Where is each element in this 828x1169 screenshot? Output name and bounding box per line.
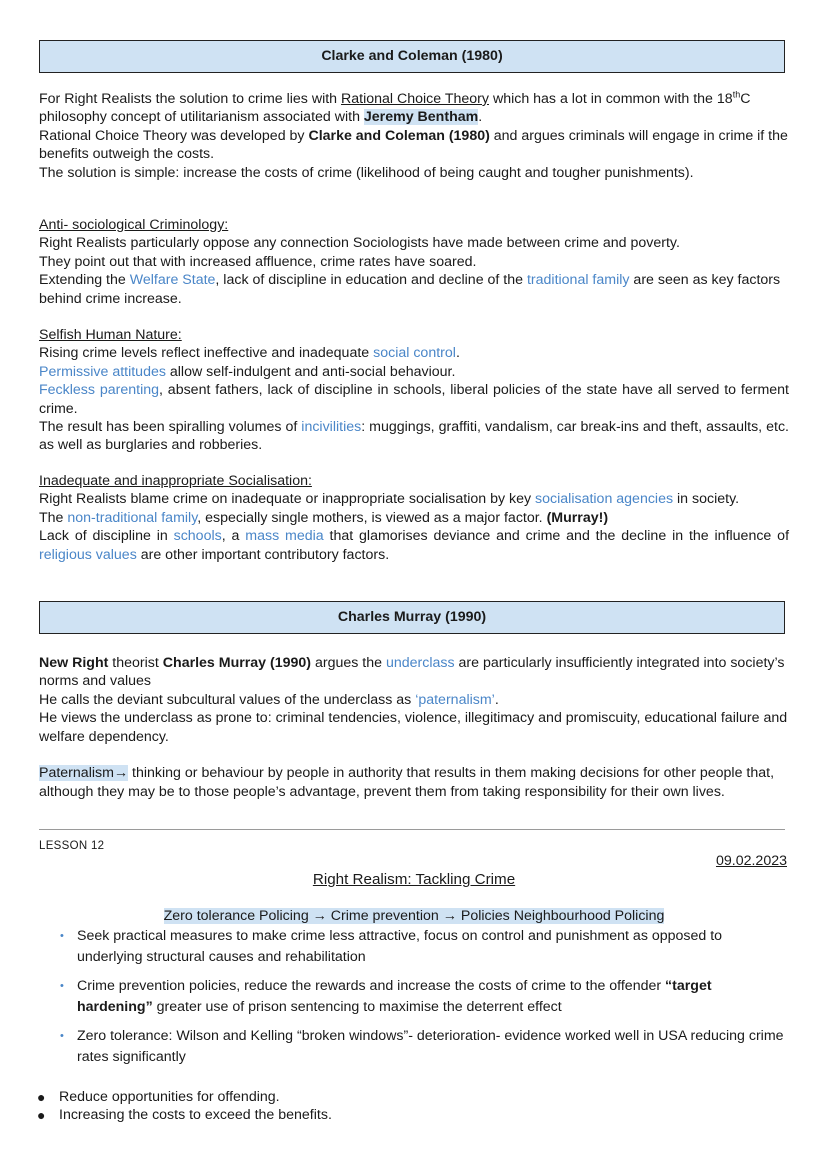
socialisation-section — [39, 472, 789, 564]
murray-line-2: He calls the deviant subcultural values of the underclass as ‘paternalism’. — [39, 691, 499, 708]
anti-sociological-heading: Anti- sociological Criminology: — [39, 217, 229, 233]
policy-flow — [0, 907, 828, 925]
lesson-title: Right Realism: Tackling Crime — [312, 871, 516, 888]
anti-line-3: Extending the Welfare State, lack of discipline in education and decline of the traditional family are seen as key factors behind crime increase. — [39, 272, 781, 307]
intro-paragraph-3: The solution is simple: increase the costs of crime (likelihood of being caught and tougher punishments). — [39, 164, 694, 181]
intro-paragraph-1: For Right Realists the solution to crime lies with Rational Choice Theory which has a lot in common with the 18thC philosophy concept of utilitarianism associated with Jeremy Bentham. — [39, 89, 751, 126]
selfish-line-3: Feckless parenting, absent fathers, lack of discipline in schools, liberal policies of the state have all served to ferment crime. — [39, 382, 789, 417]
paternalism-definition: Paternalism→ thinking or behaviour by people in authority that results in them making decisions for other people that, although they may be to those people’s advantage, prevent them from taking responsibility for their own lives. — [39, 765, 775, 800]
selfish-human-nature-section — [39, 326, 789, 455]
list-item: ● Reduce opportunities for offending. — [37, 1089, 280, 1105]
bullet-icon: • — [60, 980, 64, 992]
section-heading-charles-murray: Charles Murray (1990) — [39, 601, 785, 634]
selfish-line-4: The result has been spiralling volumes of incivilities: muggings, graffiti, vandalism, car break-ins and theft, assaults, etc. as well as burglaries and robberies. — [39, 419, 789, 454]
socialisation-line-2: The non-traditional family, especially single mothers, is viewed as a major factor. (Murray!) — [39, 509, 609, 526]
policy-flow-text: Zero tolerance Policing → Crime prevention → Policies Neighbourhood Policing — [163, 908, 665, 924]
selfish-line-2: Permissive attitudes allow self-indulgent and anti-social behaviour. — [39, 363, 456, 380]
list-item: ● Increasing the costs to exceed the benefits. — [37, 1107, 332, 1124]
bullet-icon: • — [60, 930, 64, 942]
socialisation-line-3: Lack of discipline in schools, a mass media that glamorises deviance and crime and the decline in the influence of religious values are other important contributory factors. — [39, 528, 790, 563]
section-heading-clarke-coleman: Clarke and Coleman (1980) — [39, 40, 785, 73]
murray-line-3: He views the underclass as prone to: criminal tendencies, violence, illegitimacy and promiscuity, educational failure and welfare dependency. — [39, 710, 788, 745]
lesson-date: 09.02.2023 — [715, 853, 787, 869]
summary-list — [37, 1088, 777, 1125]
selfish-line-1: Rising crime levels reflect ineffective and inadequate social control. — [39, 345, 460, 362]
bullet-icon: ● — [37, 1107, 46, 1124]
anti-sociological-section — [39, 216, 789, 308]
bullet-icon: ● — [37, 1089, 46, 1105]
lesson-label: LESSON 12 — [39, 840, 105, 852]
measures-list — [57, 926, 787, 1076]
list-item: • Seek practical measures to make crime less attractive, focus on control and punishment as opposed to underlying structural causes and rehabilitation — [60, 928, 723, 965]
socialisation-line-1: Right Realists blame crime on inadequate or inappropriate socialisation by key socialisation agencies in society. — [39, 491, 740, 508]
socialisation-heading: Inadequate and inappropriate Socialisation: — [39, 473, 312, 489]
murray-line-1: New Right theorist Charles Murray (1990) argues the underclass are particularly insufficiently integrated into society’s norms and values — [39, 655, 785, 690]
selfish-heading: Selfish Human Nature: — [39, 327, 182, 343]
horizontal-divider — [39, 829, 785, 830]
bullet-icon: • — [60, 1030, 64, 1042]
list-item: • Zero tolerance: Wilson and Kelling “broken windows”- deterioration- evidence worked well in USA reducing crime rates significantly — [60, 1028, 784, 1065]
intro-paragraph-2: Rational Choice Theory was developed by Clarke and Coleman (1980) and argues criminals will engage in crime if the benefits outweigh the costs. — [39, 127, 788, 163]
murray-section — [39, 654, 789, 801]
list-item: • Crime prevention policies, reduce the rewards and increase the costs of crime to the offender “target hardening” greater use of prison sentencing to maximise the deterrent effect — [60, 978, 712, 1015]
anti-line-2: They point out that with increased affluence, crime rates have soared. — [39, 253, 477, 270]
intro-section — [39, 90, 789, 182]
anti-line-1: Right Realists particularly oppose any connection Sociologists have made between crime and poverty. — [39, 235, 680, 252]
